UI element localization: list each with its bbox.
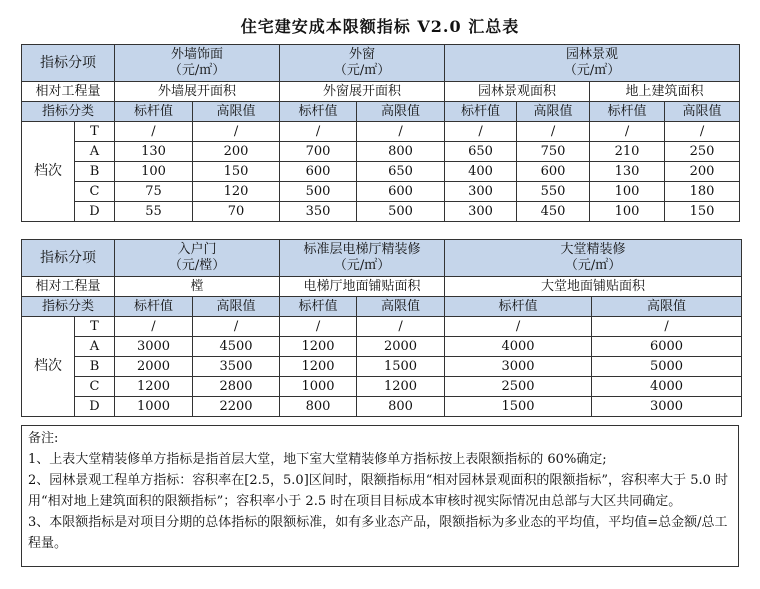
high-limit-value: 600: [517, 162, 590, 182]
benchmark-value: 3000: [445, 357, 592, 377]
classification-label: 指标分类: [22, 102, 115, 122]
quantity-cell: 园林景观面积: [445, 82, 590, 102]
benchmark-value: 300: [445, 202, 517, 222]
high-limit-value: 180: [665, 182, 740, 202]
grade-letter: D: [75, 202, 115, 222]
high-limit-value: 750: [517, 142, 590, 162]
quantity-cell: 大堂地面铺贴面积: [445, 277, 742, 297]
high-limit-value: 2800: [193, 377, 280, 397]
high-limit-value: 4500: [193, 337, 280, 357]
benchmark-header: 标杆值: [280, 102, 357, 122]
benchmark-value: 55: [115, 202, 193, 222]
grade-letter: B: [75, 357, 115, 377]
group-header: 外墙饰面 （元/㎡）: [115, 45, 280, 82]
benchmark-header: 标杆值: [280, 297, 357, 317]
grade-row: [22, 182, 740, 202]
benchmark-value: 3000: [115, 337, 193, 357]
high-limit-value: 600: [357, 182, 445, 202]
high-limit-value: 650: [357, 162, 445, 182]
benchmark-value: 700: [280, 142, 357, 162]
grade-row: [22, 317, 742, 337]
grade-row: [22, 162, 740, 182]
high-limit-value: 250: [665, 142, 740, 162]
grade-letter: B: [75, 162, 115, 182]
group-header: 外窗 （元/㎡）: [280, 45, 445, 82]
grade-letter: C: [75, 377, 115, 397]
quantity-cell: 地上建筑面积: [590, 82, 740, 102]
benchmark-value: 500: [280, 182, 357, 202]
high-limit-header: 高限值: [517, 102, 590, 122]
high-limit-value: 6000: [592, 337, 742, 357]
high-limit-header: 高限值: [357, 102, 445, 122]
grade-row: [22, 122, 740, 142]
grade-row: [22, 397, 742, 417]
high-limit-value: 120: [193, 182, 280, 202]
quantity-label: 相对工程量: [22, 277, 115, 297]
benchmark-header: 标杆值: [590, 102, 665, 122]
high-limit-value: 4000: [592, 377, 742, 397]
high-limit-value: 500: [357, 202, 445, 222]
note-item: 3、本限额指标是对项目分期的总体指标的限额标准，如有多业态产品，限额指标为多业态的平均值，平均值=总金额/总工程量。: [28, 515, 728, 551]
quantity-cell: 电梯厅地面铺贴面积: [280, 277, 445, 297]
grade-label: 档次: [22, 122, 75, 222]
high-limit-value: 800: [357, 397, 445, 417]
high-limit-header: 高限值: [193, 102, 280, 122]
quantity-cell: 樘: [115, 277, 280, 297]
benchmark-value: 100: [590, 202, 665, 222]
high-limit-header: 高限值: [357, 297, 445, 317]
high-limit-value: /: [592, 317, 742, 337]
page-title: 住宅建安成本限额指标 V2.0 汇总表: [240, 17, 520, 36]
group-header: 入户门 （元/樘）: [115, 240, 280, 277]
grade-row: [22, 142, 740, 162]
benchmark-value: /: [280, 317, 357, 337]
benchmark-value: 4000: [445, 337, 592, 357]
notes-box: [21, 425, 739, 567]
grade-row: [22, 357, 742, 377]
benchmark-value: /: [445, 317, 592, 337]
high-limit-value: 2200: [193, 397, 280, 417]
high-limit-value: 450: [517, 202, 590, 222]
benchmark-value: /: [115, 317, 193, 337]
high-limit-value: /: [357, 317, 445, 337]
benchmark-value: 1200: [280, 357, 357, 377]
benchmark-header: 标杆值: [445, 297, 592, 317]
benchmark-value: 1000: [115, 397, 193, 417]
group-header: 大堂精装修 （元/㎡）: [445, 240, 742, 277]
benchmark-value: /: [115, 122, 193, 142]
note-item: 1、上表大堂精装修单方指标是指首层大堂，地下室大堂精装修单方指标按上表限额指标的 60%确定;: [28, 452, 607, 467]
benchmark-value: 210: [590, 142, 665, 162]
grade-letter: T: [75, 317, 115, 337]
benchmark-value: 800: [280, 397, 357, 417]
benchmark-value: 1200: [115, 377, 193, 397]
grade-row: [22, 377, 742, 397]
grade-letter: T: [75, 122, 115, 142]
quantity-cell: 外窗展开面积: [280, 82, 445, 102]
limit-table-1: [21, 44, 740, 222]
high-limit-value: /: [193, 317, 280, 337]
grade-letter: A: [75, 337, 115, 357]
benchmark-value: /: [280, 122, 357, 142]
high-limit-value: /: [193, 122, 280, 142]
benchmark-value: 350: [280, 202, 357, 222]
grade-letter: D: [75, 397, 115, 417]
benchmark-value: 2000: [115, 357, 193, 377]
benchmark-value: /: [590, 122, 665, 142]
high-limit-value: 3500: [193, 357, 280, 377]
grade-label: 档次: [22, 317, 75, 417]
grade-letter: C: [75, 182, 115, 202]
high-limit-value: 200: [665, 162, 740, 182]
high-limit-value: /: [357, 122, 445, 142]
benchmark-value: 130: [115, 142, 193, 162]
limit-table-2: [21, 239, 742, 417]
quantity-label: 相对工程量: [22, 82, 115, 102]
group-header: 标准层电梯厅精装修 （元/㎡）: [280, 240, 445, 277]
benchmark-value: 2500: [445, 377, 592, 397]
grade-row: [22, 202, 740, 222]
high-limit-value: 5000: [592, 357, 742, 377]
high-limit-value: /: [665, 122, 740, 142]
high-limit-header: 高限值: [665, 102, 740, 122]
grade-letter: A: [75, 142, 115, 162]
high-limit-value: 800: [357, 142, 445, 162]
high-limit-value: 150: [193, 162, 280, 182]
category-label: 指标分项: [22, 240, 115, 277]
note-item: 2、园林景观工程单方指标：容积率在[2.5，5.0]区间时，限额指标用“相对园林景观面积的限额指标”，容积率大于 5.0 时用“相对地上建筑面积的限额指标”；容积率小于 2.5 时在项目目标成本审核时视实际情况由总部与大区共同确定。: [28, 473, 728, 509]
benchmark-value: 130: [590, 162, 665, 182]
quantity-cell: 外墙展开面积: [115, 82, 280, 102]
group-header: 园林景观 （元/㎡）: [445, 45, 740, 82]
classification-label: 指标分类: [22, 297, 115, 317]
benchmark-value: 1200: [280, 337, 357, 357]
benchmark-header: 标杆值: [115, 102, 193, 122]
benchmark-value: 650: [445, 142, 517, 162]
category-label: 指标分项: [22, 45, 115, 82]
high-limit-value: 150: [665, 202, 740, 222]
high-limit-value: 1500: [357, 357, 445, 377]
benchmark-value: 300: [445, 182, 517, 202]
benchmark-value: 75: [115, 182, 193, 202]
benchmark-value: 1000: [280, 377, 357, 397]
notes-heading: 备注:: [28, 431, 59, 446]
high-limit-value: 2000: [357, 337, 445, 357]
high-limit-value: 550: [517, 182, 590, 202]
high-limit-value: 3000: [592, 397, 742, 417]
grade-row: [22, 337, 742, 357]
benchmark-value: /: [445, 122, 517, 142]
high-limit-header: 高限值: [193, 297, 280, 317]
benchmark-value: 100: [590, 182, 665, 202]
benchmark-header: 标杆值: [115, 297, 193, 317]
high-limit-value: 1200: [357, 377, 445, 397]
benchmark-value: 400: [445, 162, 517, 182]
benchmark-value: 100: [115, 162, 193, 182]
benchmark-value: 1500: [445, 397, 592, 417]
high-limit-value: 200: [193, 142, 280, 162]
high-limit-value: /: [517, 122, 590, 142]
benchmark-header: 标杆值: [445, 102, 517, 122]
high-limit-value: 70: [193, 202, 280, 222]
benchmark-value: 600: [280, 162, 357, 182]
high-limit-header: 高限值: [592, 297, 742, 317]
